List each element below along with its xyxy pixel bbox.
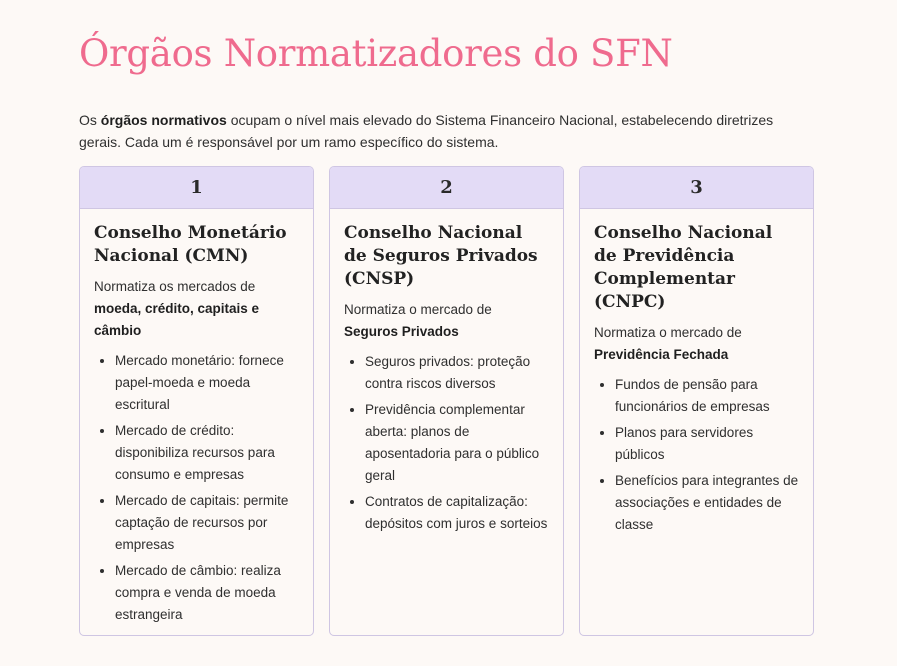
card-list xyxy=(94,350,299,626)
card-body xyxy=(80,209,313,636)
list-item: • Mercado de câmbio: realiza compra e venda de moeda estrangeira xyxy=(115,560,299,626)
page-title: Órgãos Normatizadores do SFN xyxy=(79,32,673,75)
card-title: Conselho Monetário Nacional (CMN) xyxy=(94,223,287,266)
card-body xyxy=(330,209,563,549)
card-cnsp xyxy=(329,166,564,636)
intro-paragraph xyxy=(79,109,819,153)
list-item: • Fundos de pensão para funcionários de empresas xyxy=(615,374,799,418)
intro-bold: órgãos normativos xyxy=(100,112,227,128)
list-item: • Contratos de capitalização: depósitos com juros e sorteios xyxy=(365,491,549,535)
card-list xyxy=(344,351,549,535)
list-item: • Planos para servidores públicos xyxy=(615,422,799,466)
card-number: 3 xyxy=(580,167,813,209)
card-desc-prefix: Normatiza o mercado de xyxy=(594,325,742,340)
card-number: 2 xyxy=(330,167,563,209)
list-item: • Mercado monetário: fornece papel-moeda e moeda escritural xyxy=(115,350,299,416)
card-body xyxy=(580,209,813,550)
list-item: • Mercado de crédito: disponibiliza recursos para consumo e empresas xyxy=(115,420,299,486)
card-description xyxy=(344,299,549,343)
card-list xyxy=(594,374,799,536)
list-item: • Previdência complementar aberta: planos de aposentadoria para o público geral xyxy=(365,399,549,487)
card-description xyxy=(94,276,299,342)
card-title: Conselho Nacional de Seguros Privados (CNSP) xyxy=(344,223,538,289)
cards-container xyxy=(79,166,814,636)
intro-suffix: ocupam o nível mais elevado do Sistema Financeiro Nacional, estabelecendo diretrizes gerais. Cada um é responsável por um ramo específico do sistema. xyxy=(79,112,774,150)
list-item: • Benefícios para integrantes de associações e entidades de classe xyxy=(615,470,799,536)
list-item: • Seguros privados: proteção contra riscos diversos xyxy=(365,351,549,395)
card-desc-prefix: Normatiza o mercado de xyxy=(344,302,492,317)
card-cmn xyxy=(79,166,314,636)
page-content xyxy=(79,28,819,622)
card-desc-bold: Previdência Fechada xyxy=(594,347,729,362)
card-description xyxy=(594,322,799,366)
card-title: Conselho Nacional de Previdência Complementar (CNPC) xyxy=(594,223,773,312)
card-desc-bold: moeda, crédito, capitais e câmbio xyxy=(94,301,260,338)
intro-prefix: Os xyxy=(79,112,101,128)
list-item: • Mercado de capitais: permite captação de recursos por empresas xyxy=(115,490,299,556)
card-desc-bold: Seguros Privados xyxy=(344,324,459,339)
card-cnpc xyxy=(579,166,814,636)
card-number: 1 xyxy=(80,167,313,209)
card-desc-prefix: Normatiza os mercados de xyxy=(94,279,256,294)
